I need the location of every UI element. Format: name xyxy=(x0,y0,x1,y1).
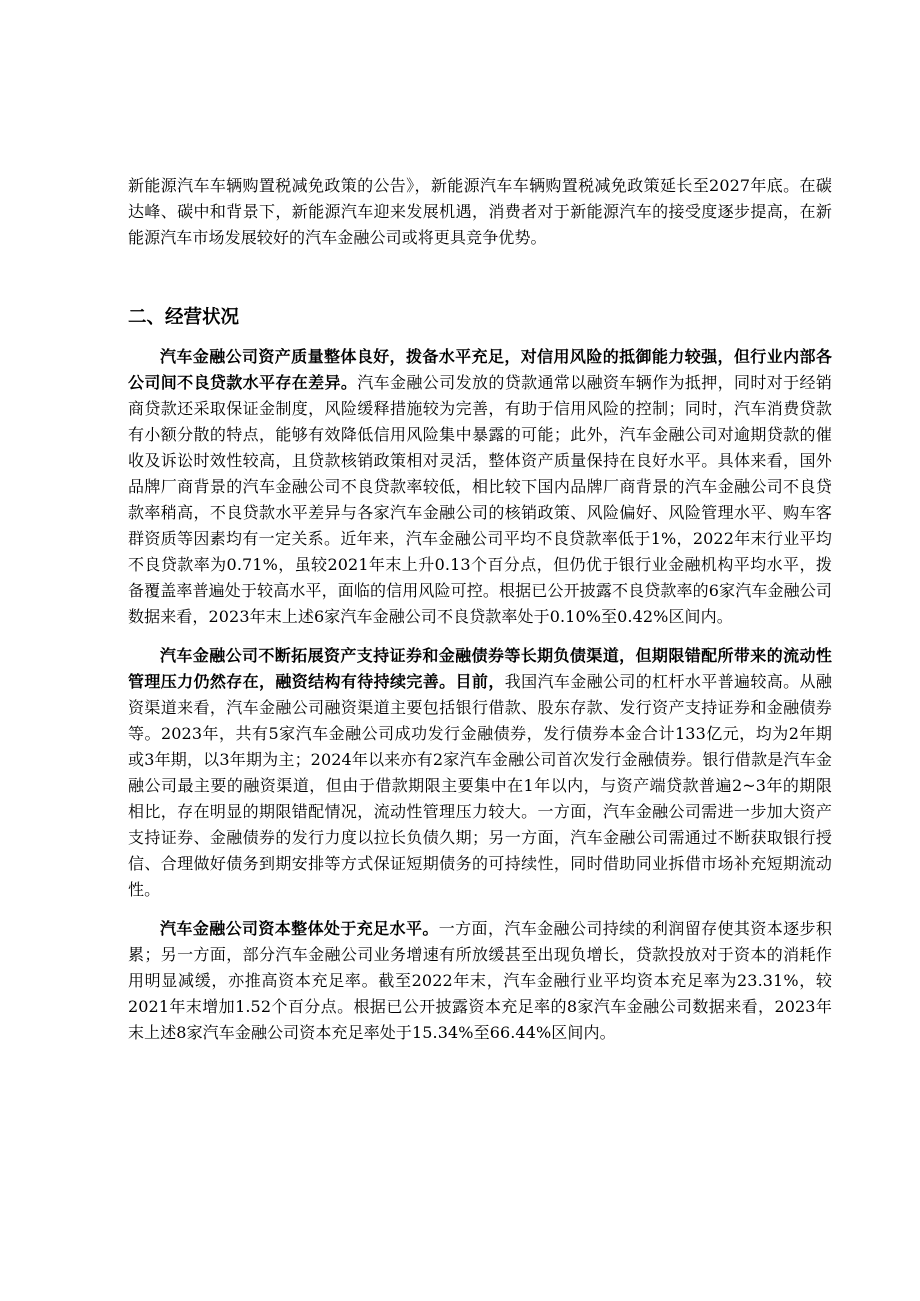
document-page xyxy=(128,173,832,1046)
paragraph-funding-structure xyxy=(128,643,832,903)
paragraph-body-text: 我国汽车金融公司的杠杆水平普遍较高。从融资渠道来看，汽车金融公司融资渠道主要包括银行借款、股东存款、发行资产支持证券和金融债券等。2023年，共有5家汽车金融公司成功发行金融债券，发行债券本金合计133亿元，均为2年期或3年期，以3年期为主；2024年以来亦有2家汽车金融公司首次发行金融债券。银行借款是汽车金融公司最主要的融资渠道，但由于借款期限主要集中在1年以内，与资产端贷款普遍2~3年的期限相比，存在明显的期限错配情况，流动性管理压力较大。一方面，汽车金融公司需进一步加大资产支持证券、金融债券的发行力度以拉长负债久期；另一方面，汽车金融公司需通过不断获取银行授信、合理做好债务到期安排等方式保证短期债务的可持续性，同时借助同业拆借市场补充短期流动性。 xyxy=(128,672,832,899)
paragraph-lead-text: 汽车金融公司资本整体处于充足水平。 xyxy=(160,919,439,938)
paragraph-body-text: 一方面，汽车金融公司持续的利润留存使其资本逐步积累；另一方面，部分汽车金融公司业务增速有所放缓甚至出现负增长，贷款投放对于资本的消耗作用明显减缓，亦推高资本充足率。截至2022年末，汽车金融行业平均资本充足率为23.31%，较2021年末增加1.52个百分点。根据已公开披露资本充足率的8家汽车金融公司数据来看，2023年末上述8家汽车金融公司资本充足率处于15.34%至66.44%区间内。 xyxy=(128,919,833,1042)
paragraph-body-text: 汽车金融公司发放的贷款通常以融资车辆作为抵押，同时对于经销商贷款还采取保证金制度，风险缓释措施较为完善，有助于信用风险的控制；同时，汽车消费贷款有小额分散的特点，能够有效降低信用风险集中暴露的可能；此外，汽车金融公司对逾期贷款的催收及诉讼时效性较高，且贷款核销政策相对灵活，整体资产质量保持在良好水平。具体来看，国外品牌厂商背景的汽车金融公司不良贷款率较低，相比较下国内品牌厂商背景的汽车金融公司不良贷款率稍高，不良贷款水平差异与各家汽车金融公司的核销政策、风险偏好、风险管理水平、购车客群资质等因素均有一定关系。近年来，汽车金融公司平均不良贷款率低于1%，2022年末行业平均不良贷款率为0.71%，虽较2021年末上升0.13个百分点，但仍优于银行业金融机构平均水平，拨备覆盖率普遍处于较高水平，面临的信用风险可控。根据已公开披露不良贷款率的6家汽车金融公司数据来看，2023年末上述6家汽车金融公司不良贷款率处于0.10%至0.42%区间内。 xyxy=(128,373,832,626)
paragraph-capital-adequacy xyxy=(128,916,832,1046)
paragraph-lead-text: 汽车金融公司资产质量整体良好，拨备水平充足，对信用风险的抵御能力较强，但行业内部各公司间不良贷款水平存在差异。 xyxy=(128,347,832,392)
section-heading: 二、经营状况 xyxy=(128,307,240,328)
paragraph-lead-text: 汽车金融公司不断拓展资产支持证券和金融债券等长期负债渠道，但期限错配所带来的流动性管理压力仍然存在，融资结构有待持续完善。目前， xyxy=(128,646,832,691)
paragraph-asset-quality xyxy=(128,344,832,630)
intro-paragraph: 新能源汽车车辆购置税减免政策的公告》，新能源汽车车辆购置税减免政策延长至2027年底。在碳达峰、碳中和背景下，新能源汽车迎来发展机遇，消费者对于新能源汽车的接受度逐步提高，在新能源汽车市场发展较好的汽车金融公司或将更具竞争优势。 xyxy=(128,176,832,247)
